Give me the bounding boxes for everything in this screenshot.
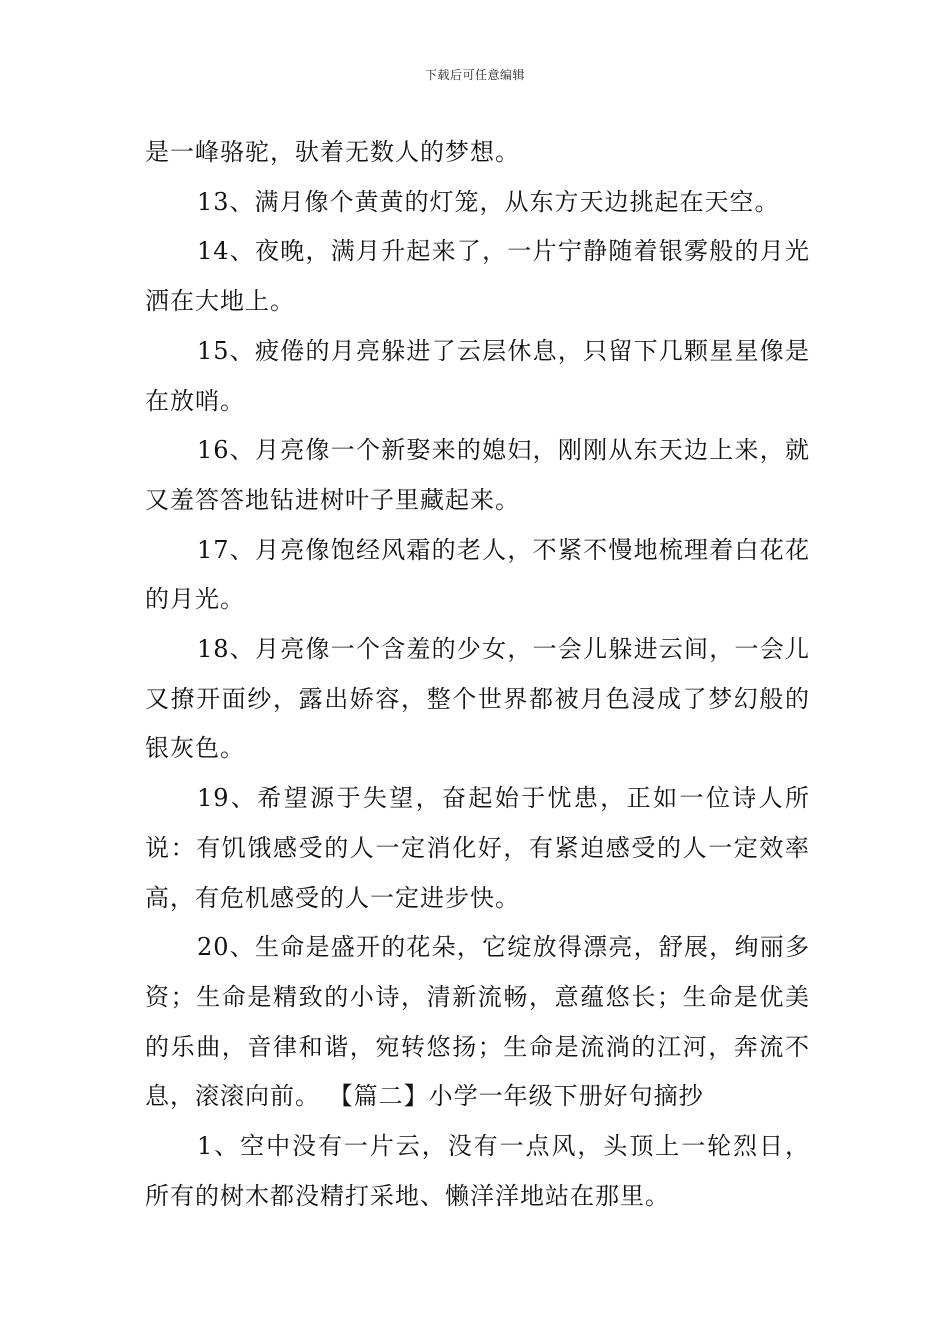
paragraph: 18、月亮像一个含羞的少女，一会儿躲进云间，一会儿又撩开面纱，露出娇容，整个世界都被月色浸成了梦幻般的银灰色。 bbox=[145, 635, 810, 763]
document-body bbox=[145, 128, 810, 1221]
paragraph: 15、疲倦的月亮躲进了云层休息，只留下几颗星星像是在放哨。 bbox=[145, 336, 810, 415]
paragraph: 19、希望源于失望，奋起始于忧患，正如一位诗人所说：有饥饿感受的人一定消化好，有紧迫感受的人一定效率高，有危机感受的人一定进步快。 bbox=[145, 784, 810, 912]
page-header: 下载后可任意编辑 bbox=[424, 68, 525, 82]
paragraph: 16、月亮像一个新娶来的媳妇，刚刚从东天边上来，就又羞答答地钻进树叶子里藏起来。 bbox=[145, 436, 810, 514]
paragraph: 是一峰骆驼，驮着无数人的梦想。 bbox=[145, 138, 520, 166]
paragraph: 13、满月像个黄黄的灯笼，从东方天边挑起在天空。 bbox=[197, 187, 780, 216]
paragraph: 17、月亮像饱经风霜的老人，不紧不慢地梳理着白花花的月光。 bbox=[145, 535, 810, 614]
paragraph: 1、空中没有一片云，没有一点风，头顶上一轮烈日，所有的树木都没精打采地、懒洋洋地站在那里。 bbox=[145, 1132, 810, 1210]
paragraph: 14、夜晚，满月升起来了，一片宁静随着银雾般的月光洒在大地上。 bbox=[145, 237, 810, 316]
paragraph: 20、生命是盛开的花朵，它绽放得漂亮，舒展，绚丽多资；生命是精致的小诗，清新流畅，意蕴悠长；生命是优美的乐曲，音律和谐，宛转悠扬；生命是流淌的江河，奔流不息，滚滚向前。 【篇二】小学一年级下册好句摘抄 bbox=[145, 933, 810, 1111]
